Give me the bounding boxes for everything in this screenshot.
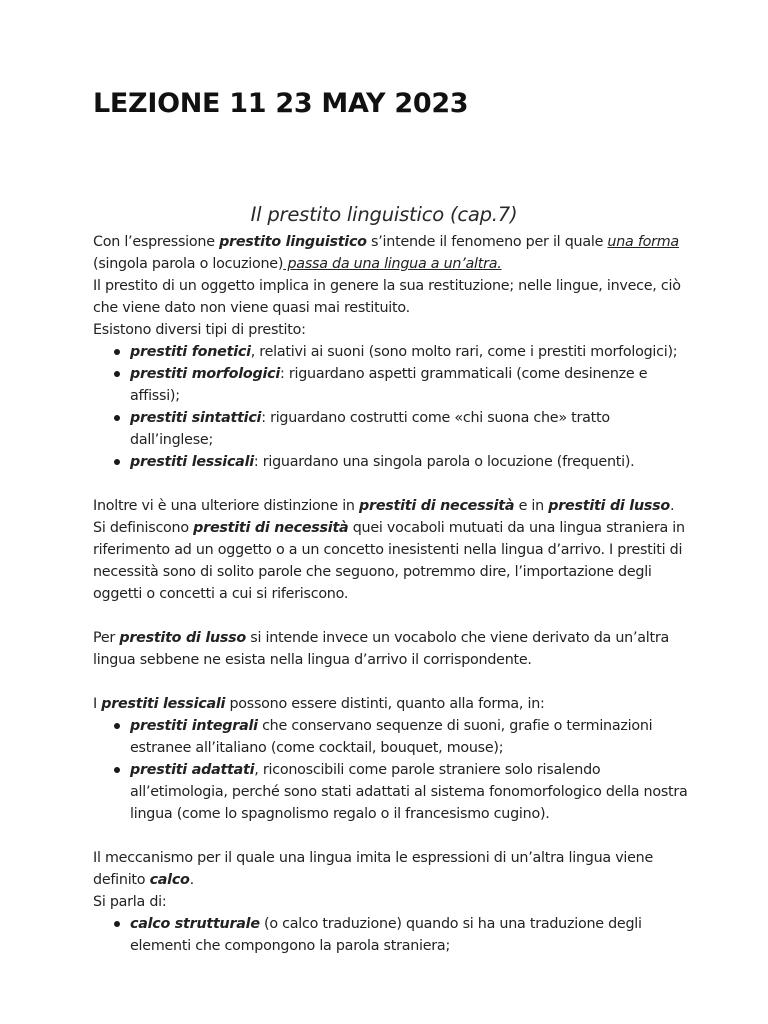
term-prestiti-lusso: prestiti di lusso — [548, 498, 670, 514]
term-calco: calco — [149, 872, 190, 888]
text: e in — [514, 498, 549, 514]
text: Si definiscono — [93, 520, 194, 536]
list-item-desc: che conservano sequenze di suoni, grafie o terminazioni estranee all’italiano (come cocktail, bouquet, mouse); — [130, 718, 653, 756]
list-item-term: calco strutturale — [130, 916, 260, 932]
list-item — [93, 451, 693, 473]
list-item-desc: , relativi ai suoni (sono molto rari, come i prestiti morfologici); — [250, 344, 678, 360]
list-calco — [93, 913, 693, 957]
spacer — [93, 825, 693, 847]
text: s’intende il fenomeno per il quale — [366, 234, 608, 250]
list-item-term: prestiti integrali — [130, 718, 258, 734]
list-forme-prestito — [93, 715, 693, 825]
text: Il meccanismo per il quale una lingua imita le espressioni di un’altra lingua viene definito — [93, 850, 654, 888]
list-item — [93, 759, 693, 825]
list-item — [93, 913, 693, 957]
list-item-term: prestiti lessicali — [130, 454, 254, 470]
list-item-term: prestiti sintattici — [130, 410, 262, 426]
list-item-desc: , riconoscibili come parole straniere solo risalendo all’etimologia, perché sono stati adattati al sistema fonomorfologico della nostra lingua (come lo spagnolismo regalo o il francesismo cugino). — [130, 762, 688, 822]
list-item — [93, 407, 693, 451]
paragraph-distinzione — [93, 495, 693, 517]
paragraph-calco — [93, 847, 693, 891]
list-item — [93, 715, 693, 759]
list-item — [93, 363, 693, 407]
list-item-desc: : riguardano una singola parola o locuzione (frequenti). — [253, 454, 635, 470]
text: si intende invece un vocabolo che viene derivato da un’altra lingua sebbene ne esista nella lingua d’arrivo il corrispondente. — [93, 630, 670, 668]
section-heading: Il prestito linguistico (cap.7) — [250, 203, 518, 226]
text: Con l’espressione — [93, 234, 220, 250]
list-item-term: prestiti fonetici — [130, 344, 251, 360]
paragraph-definition — [93, 231, 693, 275]
list-item-desc: : riguardano costrutti come «chi suona che» tratto dall’inglese; — [130, 410, 610, 448]
list-item-desc: : riguardano aspetti grammaticali (come desinenze e affissi); — [130, 366, 648, 404]
text: quei vocaboli mutuati da una lingua straniera in riferimento ad un oggetto o a un concetto inesistenti nella lingua d’arrivo. I prestiti di necessità sono di solito parole che seguono, potremmo dire, l’importazione degli oggetti o concetti a cui si riferiscono. — [93, 520, 685, 602]
text: . — [669, 498, 675, 514]
paragraph-lusso — [93, 627, 693, 671]
document-body — [93, 231, 693, 957]
term-prestito-linguistico: prestito linguistico — [219, 234, 367, 250]
list-item — [93, 341, 693, 363]
term-prestiti-necessita: prestiti di necessità — [359, 498, 515, 514]
paragraph-tipi-intro: Esistono diversi tipi di prestito: — [93, 322, 306, 338]
spacer — [93, 605, 693, 627]
text: . — [189, 872, 194, 888]
paragraph-restituzione: Il prestito di un oggetto implica in genere la sua restituzione; nelle lingue, invece, ciò che viene dato non viene quasi mai restituito. — [93, 278, 681, 316]
list-item-term: prestiti adattati — [130, 762, 255, 778]
text: (singola parola o locuzione) — [93, 256, 284, 272]
term-prestiti-necessita: prestiti di necessità — [193, 520, 349, 536]
underlined-text: una forma — [607, 234, 679, 250]
spacer — [93, 473, 693, 495]
text: I — [93, 696, 102, 712]
paragraph-necessita — [93, 517, 693, 605]
underlined-text: passa da una lingua a un’altra. — [283, 256, 502, 272]
paragraph-lessicali — [93, 693, 693, 715]
paragraph-si-parla: Si parla di: — [93, 894, 167, 910]
text: possono essere distinti, quanto alla forma, in: — [225, 696, 545, 712]
spacer — [93, 671, 693, 693]
term-prestiti-lessicali: prestiti lessicali — [101, 696, 226, 712]
list-tipi-prestito — [93, 341, 693, 473]
text: Per — [93, 630, 120, 646]
text: Inoltre vi è una ulteriore distinzione in — [93, 498, 360, 514]
list-item-term: prestiti morfologici — [130, 366, 280, 382]
list-item-desc: (o calco traduzione) quando si ha una traduzione degli elementi che compongono la parola straniera; — [130, 916, 642, 954]
document-title: LEZIONE 11 23 MAY 2023 — [93, 88, 469, 119]
term-prestito-lusso: prestito di lusso — [119, 630, 246, 646]
